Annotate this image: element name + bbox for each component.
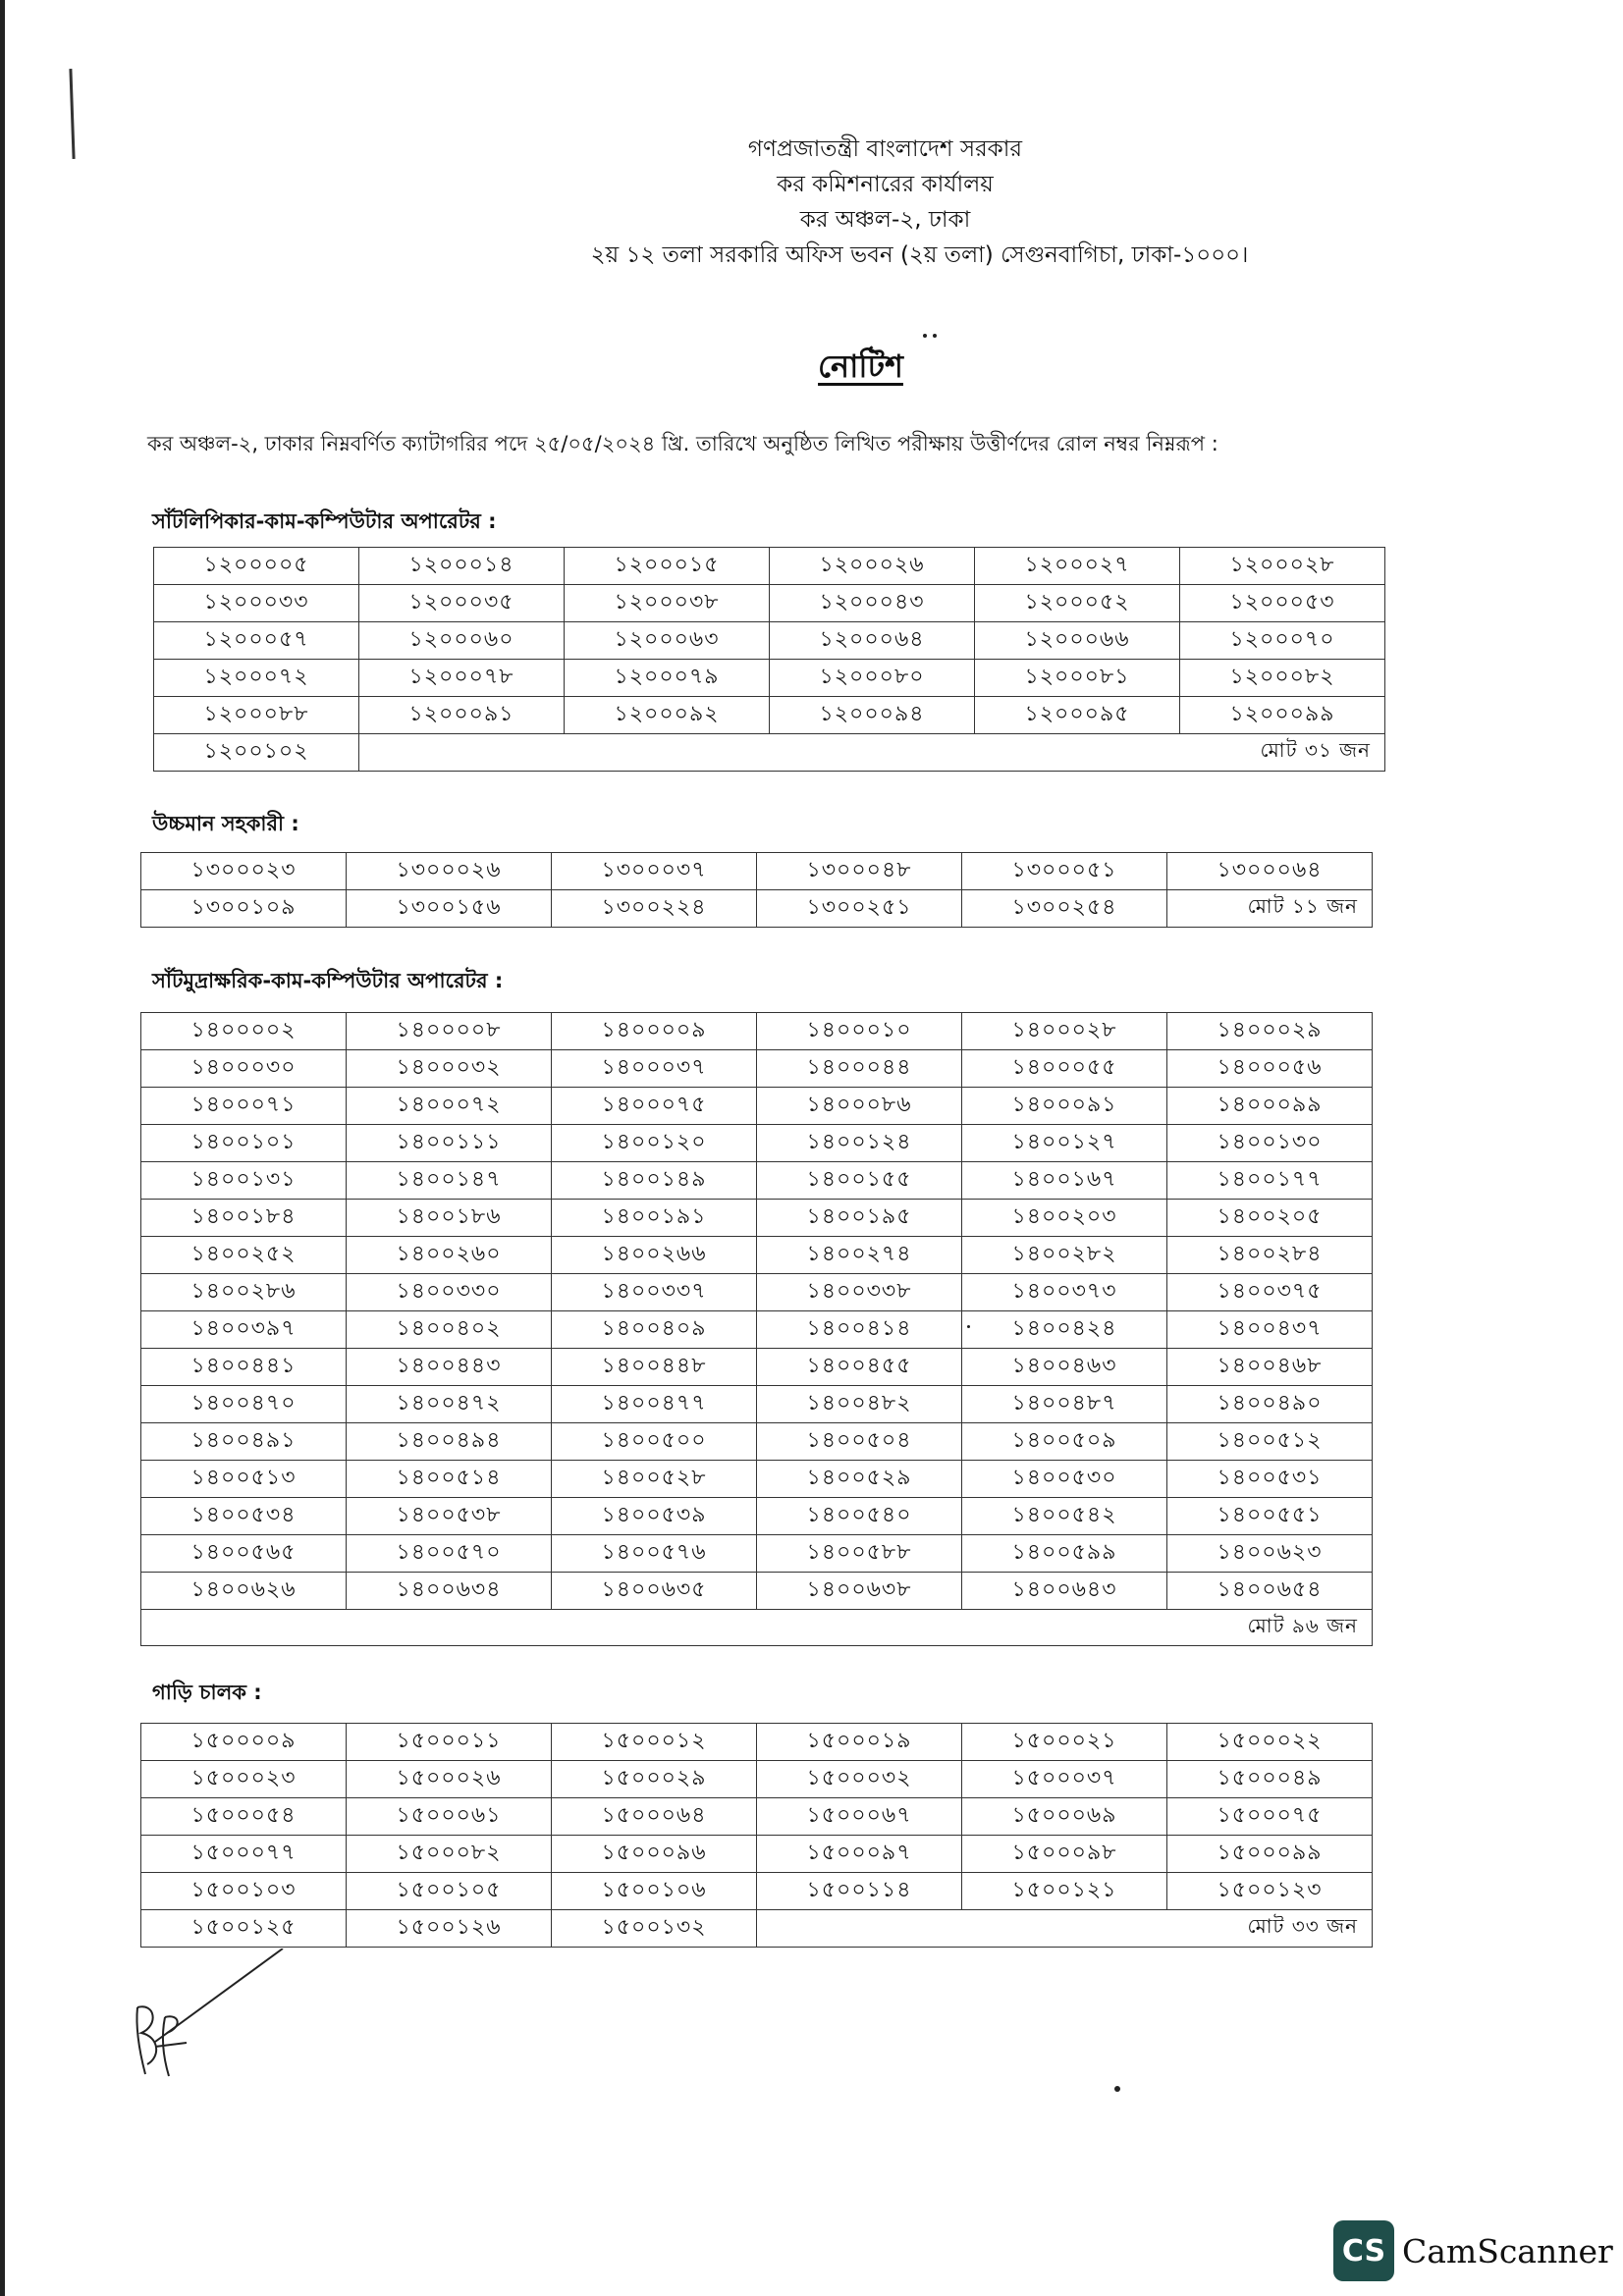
roll-number: ১৪০০৬২৬ — [141, 1573, 347, 1610]
roll-number: ১৪০০৩৩৭ — [552, 1274, 757, 1311]
roll-number: ১৪০০১৯১ — [552, 1200, 757, 1237]
roll-number: ১৪০০১৫৫ — [757, 1162, 962, 1200]
roll-number: ১৪০০৪৪৩ — [347, 1349, 552, 1386]
roll-number: ১৪০০৫৩০ — [962, 1461, 1167, 1498]
roll-number: ১২০০০৮২ — [1180, 660, 1385, 697]
roll-number: ১৫০০০৬৯ — [962, 1798, 1167, 1836]
roll-number: ১২০০০৯১ — [359, 697, 565, 734]
roll-number: ১২০০০৬৩ — [565, 622, 770, 660]
roll-number: ১৪০০৫০৪ — [757, 1423, 962, 1461]
roll-number: ১৪০০৬৫৪ — [1167, 1573, 1373, 1610]
roll-number: ১২০০০২৭ — [975, 548, 1180, 585]
roll-number: ১৪০০৫০০ — [552, 1423, 757, 1461]
roll-number: ১৪০০৪৯০ — [1167, 1386, 1373, 1423]
roll-number: ১৫০০০২৬ — [347, 1761, 552, 1798]
roll-number: ১৪০০৫২৮ — [552, 1461, 757, 1498]
roll-number: ১২০০০৩৮ — [565, 585, 770, 622]
roll-number: ১৫০০০০৯ — [141, 1724, 347, 1761]
roll-number: ১৪০০৫৬৫ — [141, 1535, 347, 1573]
roll-number: ১৫০০১১৪ — [757, 1873, 962, 1910]
section-title-typist: সাঁটমুদ্রাক্ষরিক-কাম-কম্পিউটার অপারেটর : — [152, 969, 504, 992]
table-row-total — [154, 734, 1385, 772]
signature — [126, 1949, 302, 2086]
roll-number: ১৪০০১৪৯ — [552, 1162, 757, 1200]
camscanner-watermark — [1333, 2220, 1613, 2281]
table-row — [141, 1274, 1373, 1311]
roll-number: ১৪০০১৯৫ — [757, 1200, 962, 1237]
roll-number: ১৪০০২০৫ — [1167, 1200, 1373, 1237]
roll-number: ১৪০০৫০৯ — [962, 1423, 1167, 1461]
roll-number: ১৪০০০৩০ — [141, 1050, 347, 1088]
roll-number: ১৪০০২৭৪ — [757, 1237, 962, 1274]
roll-table-upper-division-assistant — [140, 852, 1373, 928]
roll-number: ১২০০০৬৪ — [770, 622, 975, 660]
roll-number: ১৪০০০৭২ — [347, 1088, 552, 1125]
roll-number: ১৪০০২৮২ — [962, 1237, 1167, 1274]
roll-number: ১৪০০২৮৬ — [141, 1274, 347, 1311]
roll-number: ১৫০০০৪৯ — [1167, 1761, 1373, 1798]
roll-number: ১৫০০০৬৭ — [757, 1798, 962, 1836]
table-row — [154, 622, 1385, 660]
table-row — [141, 1050, 1373, 1088]
roll-number: ১৫০০১২৩ — [1167, 1873, 1373, 1910]
table-row — [141, 1798, 1373, 1836]
camscanner-logo-icon: CS — [1333, 2220, 1394, 2281]
roll-number: ১৪০০৫৯৯ — [962, 1535, 1167, 1573]
roll-number: ১৪০০১২৭ — [962, 1125, 1167, 1162]
roll-number: ১৫০০০১২ — [552, 1724, 757, 1761]
roll-number: ১৪০০৫৩১ — [1167, 1461, 1373, 1498]
roll-number: ১৫০০০২১ — [962, 1724, 1167, 1761]
roll-number: ১৩০০০২৩ — [141, 853, 347, 890]
roll-number: ১৩০০০৩৭ — [552, 853, 757, 890]
roll-number: ১৪০০০৩২ — [347, 1050, 552, 1088]
roll-number: ১৪০০১২৪ — [757, 1125, 962, 1162]
roll-number: ১৪০০৫৩৮ — [347, 1498, 552, 1535]
roll-number: ১৫০০০২৯ — [552, 1761, 757, 1798]
roll-number: ১৪০০৪৫৫ — [757, 1349, 962, 1386]
roll-number: ১৪০০১৬৭ — [962, 1162, 1167, 1200]
roll-number: ১৫০০০২২ — [1167, 1724, 1373, 1761]
roll-number: ১৪০০৬৩৮ — [757, 1573, 962, 1610]
roll-table-stenographer — [153, 547, 1385, 772]
roll-number: ১৪০০৪৯১ — [141, 1423, 347, 1461]
total-count: মোট ৩১ জন — [359, 734, 1385, 772]
roll-number: ১৪০০০৭৫ — [552, 1088, 757, 1125]
roll-number: ১৪০০৪১৪ — [757, 1311, 962, 1349]
roll-number: ১৫০০০৩৭ — [962, 1761, 1167, 1798]
roll-number: ১২০০০৫৩ — [1180, 585, 1385, 622]
table-row — [154, 697, 1385, 734]
roll-number: ১৪০০২৮৪ — [1167, 1237, 1373, 1274]
header-address: ২য় ১২ তলা সরকারি অফিস ভবন (২য় তলা) সেগুনবাগিচা, ঢাকা-১০০০। — [590, 242, 1249, 268]
roll-number: ১৩০০১৫৬ — [347, 890, 552, 928]
roll-number: ১৫০০০৫৪ — [141, 1798, 347, 1836]
roll-number: ১৪০০০০২ — [141, 1013, 347, 1050]
roll-number: ১৪০০৬৪৩ — [962, 1573, 1167, 1610]
roll-number: ১৪০০৪৭২ — [347, 1386, 552, 1423]
roll-number: ১২০০০৭৯ — [565, 660, 770, 697]
roll-number: ১৪০০৫৭৬ — [552, 1535, 757, 1573]
camscanner-brand: CamScanner — [1402, 2231, 1613, 2270]
roll-number: ১৪০০২৫২ — [141, 1237, 347, 1274]
table-row — [141, 1162, 1373, 1200]
roll-number: ১৫০০০৯৮ — [962, 1836, 1167, 1873]
roll-number: ১৪০০৪৪৮ — [552, 1349, 757, 1386]
roll-number: ১৪০০০৮৬ — [757, 1088, 962, 1125]
roll-number: ১৪০০০৩৭ — [552, 1050, 757, 1088]
table-row — [141, 1498, 1373, 1535]
roll-number: ১৪০০৪৮২ — [757, 1386, 962, 1423]
roll-number: ১৫০০০৮২ — [347, 1836, 552, 1873]
roll-number: ১২০০০৮৮ — [154, 697, 359, 734]
table-row — [141, 1873, 1373, 1910]
total-count: মোট ৯৬ জন — [141, 1610, 1373, 1646]
table-row — [154, 660, 1385, 697]
roll-number: ১৪০০৩৭৫ — [1167, 1274, 1373, 1311]
table-row — [141, 1125, 1373, 1162]
speck — [967, 1325, 970, 1328]
roll-number: ১৩০০১০৯ — [141, 890, 347, 928]
header-office: কর কমিশনারের কার্যালয় — [777, 172, 994, 197]
roll-number: ১৪০০৫১৪ — [347, 1461, 552, 1498]
roll-number: ১৪০০৫৮৮ — [757, 1535, 962, 1573]
roll-number: ১৩০০২২৪ — [552, 890, 757, 928]
roll-number: ১৪০০৫৪২ — [962, 1498, 1167, 1535]
roll-number: ১২০০০৭০ — [1180, 622, 1385, 660]
section-title-driver: গাড়ি চালক : — [152, 1681, 262, 1704]
roll-number: ১৪০০৪৭০ — [141, 1386, 347, 1423]
table-row — [141, 1761, 1373, 1798]
roll-table-typist — [140, 1012, 1373, 1646]
roll-number: ১২০০০৭৮ — [359, 660, 565, 697]
roll-number: ১৪০০৫৩৯ — [552, 1498, 757, 1535]
roll-number: ১৫০০০৩২ — [757, 1761, 962, 1798]
roll-number: ১৪০০৪৬৮ — [1167, 1349, 1373, 1386]
roll-number: ১২০০০৬৬ — [975, 622, 1180, 660]
notice-intro: কর অঞ্চল-২, ঢাকার নিম্নবর্ণিত ক্যাটাগরির পদে ২৫/০৫/২০২৪ খ্রি. তারিখে অনুষ্ঠিত লিখিত পরীক্ষায় উত্তীর্ণদের রোল নম্বর নিম্নরূপ : — [147, 432, 1218, 455]
speck — [933, 334, 937, 338]
roll-number: ১৪০০১১১ — [347, 1125, 552, 1162]
roll-number: ১৪০০৫৭০ — [347, 1535, 552, 1573]
roll-number: ১৪০০১৮৬ — [347, 1200, 552, 1237]
roll-number: ১৪০০১৮৪ — [141, 1200, 347, 1237]
roll-number: ১৪০০৪৭৭ — [552, 1386, 757, 1423]
roll-number: ১৫০০১২৫ — [141, 1910, 347, 1948]
roll-number: ১৩০০০৫১ — [962, 853, 1167, 890]
table-row — [141, 1535, 1373, 1573]
table-row — [141, 1386, 1373, 1423]
roll-number: ১৪০০৪৬৩ — [962, 1349, 1167, 1386]
roll-number: ১৪০০২৬০ — [347, 1237, 552, 1274]
roll-number: ১২০০০৪৩ — [770, 585, 975, 622]
roll-number: ১৪০০৫৪০ — [757, 1498, 962, 1535]
roll-number: ১২০০০১৪ — [359, 548, 565, 585]
speck — [1114, 2086, 1120, 2092]
roll-number: ১৪০০১৭৭ — [1167, 1162, 1373, 1200]
roll-number: ১৪০০৪০২ — [347, 1311, 552, 1349]
table-row — [141, 1237, 1373, 1274]
roll-number: ১২০০০২৬ — [770, 548, 975, 585]
roll-number: ১৩০০২৫৪ — [962, 890, 1167, 928]
table-row — [141, 1311, 1373, 1349]
roll-number: ১২০০০৩৩ — [154, 585, 359, 622]
roll-number: ১৪০০১৩১ — [141, 1162, 347, 1200]
total-count: মোট ১১ জন — [1167, 890, 1373, 928]
roll-number: ১২০০০৭২ — [154, 660, 359, 697]
roll-number: ১৪০০৫৫১ — [1167, 1498, 1373, 1535]
roll-table-driver — [140, 1723, 1373, 1948]
roll-number: ১৫০০১৩২ — [552, 1910, 757, 1948]
section-title-stenographer: সাঁটলিপিকার-কাম-কম্পিউটার অপারেটর : — [152, 509, 497, 533]
table-row-total — [141, 1910, 1373, 1948]
table-row — [154, 585, 1385, 622]
roll-number: ১৪০০০২৯ — [1167, 1013, 1373, 1050]
roll-number: ১৪০০০৪৪ — [757, 1050, 962, 1088]
roll-number: ১৪০০০১০ — [757, 1013, 962, 1050]
roll-number: ১২০০১০২ — [154, 734, 359, 772]
roll-number: ১৪০০৪৯৪ — [347, 1423, 552, 1461]
roll-number: ১৪০০৫২৯ — [757, 1461, 962, 1498]
roll-number: ১৪০০৫১২ — [1167, 1423, 1373, 1461]
roll-number: ১৪০০০৫৬ — [1167, 1050, 1373, 1088]
roll-number: ১৫০০১২৬ — [347, 1910, 552, 1948]
roll-number: ১৪০০২৬৬ — [552, 1237, 757, 1274]
roll-number: ১৫০০১০৫ — [347, 1873, 552, 1910]
roll-number: ১৪০০৬২৩ — [1167, 1535, 1373, 1573]
section-title-upper-division-assistant: উচ্চমান সহকারী : — [152, 812, 299, 835]
roll-number: ১৩০০০২৬ — [347, 853, 552, 890]
roll-number: ১২০০০০৫ — [154, 548, 359, 585]
roll-number: ১৪০০৪২৪ — [962, 1311, 1167, 1349]
roll-number: ১৫০০১২১ — [962, 1873, 1167, 1910]
roll-number: ১৫০০০৬১ — [347, 1798, 552, 1836]
roll-number: ১৫০০১০৩ — [141, 1873, 347, 1910]
roll-number: ১৪০০১৩০ — [1167, 1125, 1373, 1162]
table-row — [141, 1461, 1373, 1498]
roll-number: ১৫০০১০৬ — [552, 1873, 757, 1910]
roll-number: ১৪০০৪৮৭ — [962, 1386, 1167, 1423]
roll-number: ১৪০০০৭১ — [141, 1088, 347, 1125]
total-count: মোট ৩৩ জন — [757, 1910, 1373, 1948]
roll-number: ১২০০০৫৭ — [154, 622, 359, 660]
roll-number: ১৪০০৩৭৩ — [962, 1274, 1167, 1311]
table-row-total — [141, 1610, 1373, 1646]
roll-number: ১২০০০৬০ — [359, 622, 565, 660]
roll-number: ১৪০০৪৩৭ — [1167, 1311, 1373, 1349]
table-row — [141, 1013, 1373, 1050]
table-row — [141, 1423, 1373, 1461]
notice-title: নোটিশ — [818, 347, 903, 385]
roll-number: ১৪০০২০৩ — [962, 1200, 1167, 1237]
header-government: গণপ্রজাতন্ত্রী বাংলাদেশ সরকার — [747, 136, 1023, 162]
roll-number: ১৫০০০৯৯ — [1167, 1836, 1373, 1873]
roll-number: ১৪০০১০১ — [141, 1125, 347, 1162]
roll-number: ১৪০০৩৩৮ — [757, 1274, 962, 1311]
roll-number: ১৫০০০২৩ — [141, 1761, 347, 1798]
roll-number: ১৪০০০২৮ — [962, 1013, 1167, 1050]
roll-number: ১৪০০৪০৯ — [552, 1311, 757, 1349]
roll-number: ১৪০০৫১৩ — [141, 1461, 347, 1498]
table-row — [141, 853, 1373, 890]
table-row — [141, 1200, 1373, 1237]
table-row — [141, 1088, 1373, 1125]
roll-number: ১৪০০৩৩০ — [347, 1274, 552, 1311]
roll-number: ১৪০০০০৮ — [347, 1013, 552, 1050]
roll-number: ১৫০০০১১ — [347, 1724, 552, 1761]
roll-number: ১৪০০১২০ — [552, 1125, 757, 1162]
roll-number: ১৪০০৩৯৭ — [141, 1311, 347, 1349]
roll-number: ১২০০০৯২ — [565, 697, 770, 734]
roll-number: ১৫০০০১৯ — [757, 1724, 962, 1761]
header-zone: কর অঞ্চল-২, ঢাকা — [799, 207, 971, 233]
roll-number: ১২০০০৫২ — [975, 585, 1180, 622]
table-row-total — [141, 890, 1373, 928]
roll-number: ১৩০০০৪৮ — [757, 853, 962, 890]
roll-number: ১২০০০৩৫ — [359, 585, 565, 622]
roll-number: ১৫০০০৯৬ — [552, 1836, 757, 1873]
roll-number: ১২০০০৯৫ — [975, 697, 1180, 734]
roll-number: ১৩০০২৫১ — [757, 890, 962, 928]
roll-number: ১৩০০০৬৪ — [1167, 853, 1373, 890]
roll-number: ১৪০০০৫৫ — [962, 1050, 1167, 1088]
roll-number: ১৪০০৬৩৪ — [347, 1573, 552, 1610]
roll-number: ১২০০০৯৪ — [770, 697, 975, 734]
roll-number: ১৪০০১৪৭ — [347, 1162, 552, 1200]
roll-number: ১৫০০০৭৭ — [141, 1836, 347, 1873]
table-row — [141, 1349, 1373, 1386]
table-row — [141, 1573, 1373, 1610]
roll-number: ১২০০০৯৯ — [1180, 697, 1385, 734]
table-row — [141, 1836, 1373, 1873]
roll-number: ১৫০০০৭৫ — [1167, 1798, 1373, 1836]
roll-number: ১২০০০৮০ — [770, 660, 975, 697]
document-header — [0, 132, 1623, 273]
roll-number: ১৪০০৫৩৪ — [141, 1498, 347, 1535]
roll-number: ১২০০০১৫ — [565, 548, 770, 585]
roll-number: ১৪০০০৯৯ — [1167, 1088, 1373, 1125]
roll-number: ১৪০০০৯১ — [962, 1088, 1167, 1125]
roll-number: ১২০০০৮১ — [975, 660, 1180, 697]
roll-number: ১৪০০৬৩৫ — [552, 1573, 757, 1610]
roll-number: ১৫০০০৬৪ — [552, 1798, 757, 1836]
table-row — [141, 1724, 1373, 1761]
speck — [923, 334, 927, 338]
roll-number: ১৪০০৪৪১ — [141, 1349, 347, 1386]
roll-number: ১২০০০২৮ — [1180, 548, 1385, 585]
table-row — [154, 548, 1385, 585]
roll-number: ১৪০০০০৯ — [552, 1013, 757, 1050]
roll-number: ১৫০০০৯৭ — [757, 1836, 962, 1873]
